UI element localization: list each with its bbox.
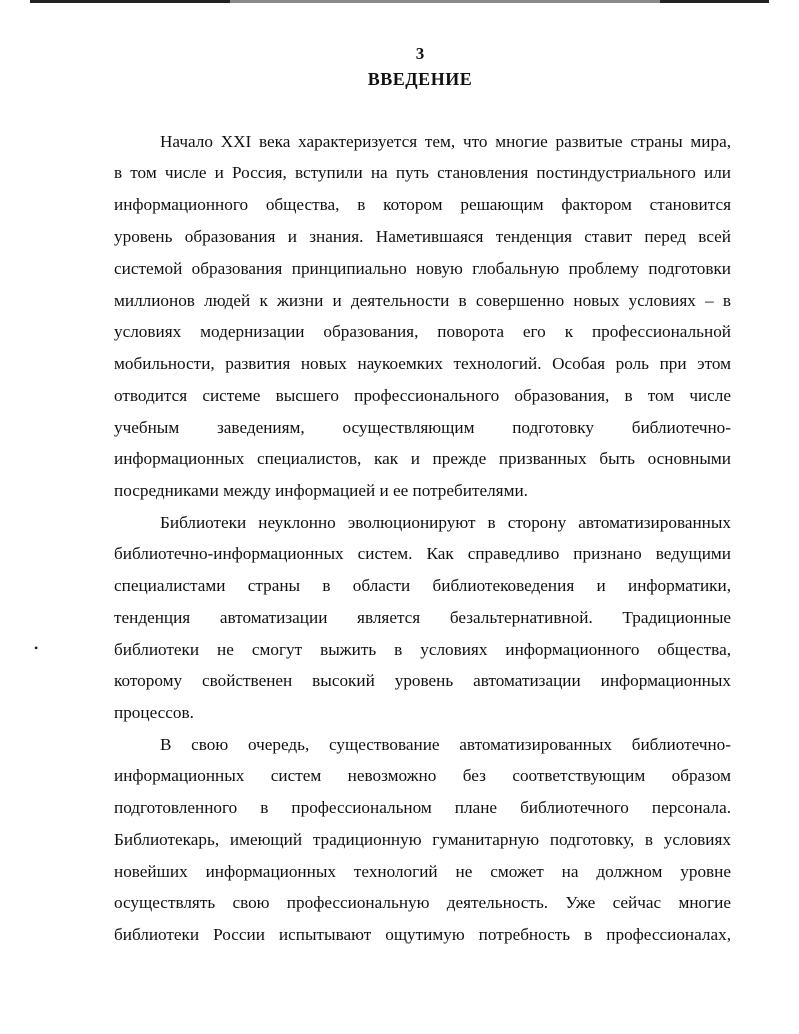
text-line: В свою очередь, существование автоматизированных библиотечно- [160, 735, 731, 754]
text-line: информационных систем невозможно без соответствующим образом [114, 766, 731, 785]
text-line: которому свойственен высокий уровень автоматизации информационных [114, 671, 731, 690]
text-line: в том числе и Россия, вступили на путь становления постиндустриального или [114, 163, 731, 182]
top-border-scan-shade [230, 0, 660, 3]
page-number: 3 [415, 44, 425, 63]
text-line: отводится системе высшего профессионального образования, в том числе [114, 386, 731, 405]
text-line: уровень образования и знания. Наметившаяся тенденция ставит перед всей [114, 227, 731, 246]
text-line: посредниками между информацией и ее потребителями. [114, 481, 528, 500]
page-title: ВВЕДЕНИЕ [367, 69, 473, 89]
text-line: процессов. [114, 703, 194, 722]
text-line: информационных специалистов, как и прежде призванных быть основными [114, 449, 731, 468]
text-line: специалистами страны в области библиотековедения и информатики, [114, 576, 731, 595]
text-line: информационного общества, в котором решающим фактором становится [114, 195, 731, 214]
text-line: мобильности, развития новых наукоемких технологий. Особая роль при этом [114, 354, 731, 373]
text-line: системой образования принципиально новую глобальную проблему подготовки [114, 259, 731, 278]
text-line: условиях модернизации образования, поворота его к профессиональной [114, 322, 731, 341]
text-line: Библиотекарь, имеющий традиционную гуманитарную подготовку, в условиях [114, 830, 731, 849]
text-line: библиотечно-информационных систем. Как справедливо признано ведущими [114, 544, 731, 563]
text-line: миллионов людей к жизни и деятельности в совершенно новых условиях – в [114, 291, 731, 310]
text-line: библиотеки России испытывают ощутимую потребность в профессионалах, [114, 925, 731, 944]
text-line: Начало XXI века характеризуется тем, что многие развитые страны мира, [160, 132, 731, 151]
text-line: тенденция автоматизации является безальтернативной. Традиционные [114, 608, 731, 627]
text-line: Библиотеки неуклонно эволюционируют в сторону автоматизированных [160, 513, 731, 532]
text-line: новейших информационных технологий не сможет на должном уровне [114, 862, 731, 881]
text-line: учебным заведениям, осуществляющим подготовку библиотечно- [114, 418, 731, 437]
margin-mark: • [34, 641, 39, 655]
text-line: осуществлять свою профессиональную деятельность. Уже сейчас многие [114, 893, 731, 912]
text-line: библиотеки не смогут выжить в условиях информационного общества, [114, 640, 731, 659]
text-line: подготовленного в профессиональном плане библиотечного персонала. [114, 798, 731, 817]
